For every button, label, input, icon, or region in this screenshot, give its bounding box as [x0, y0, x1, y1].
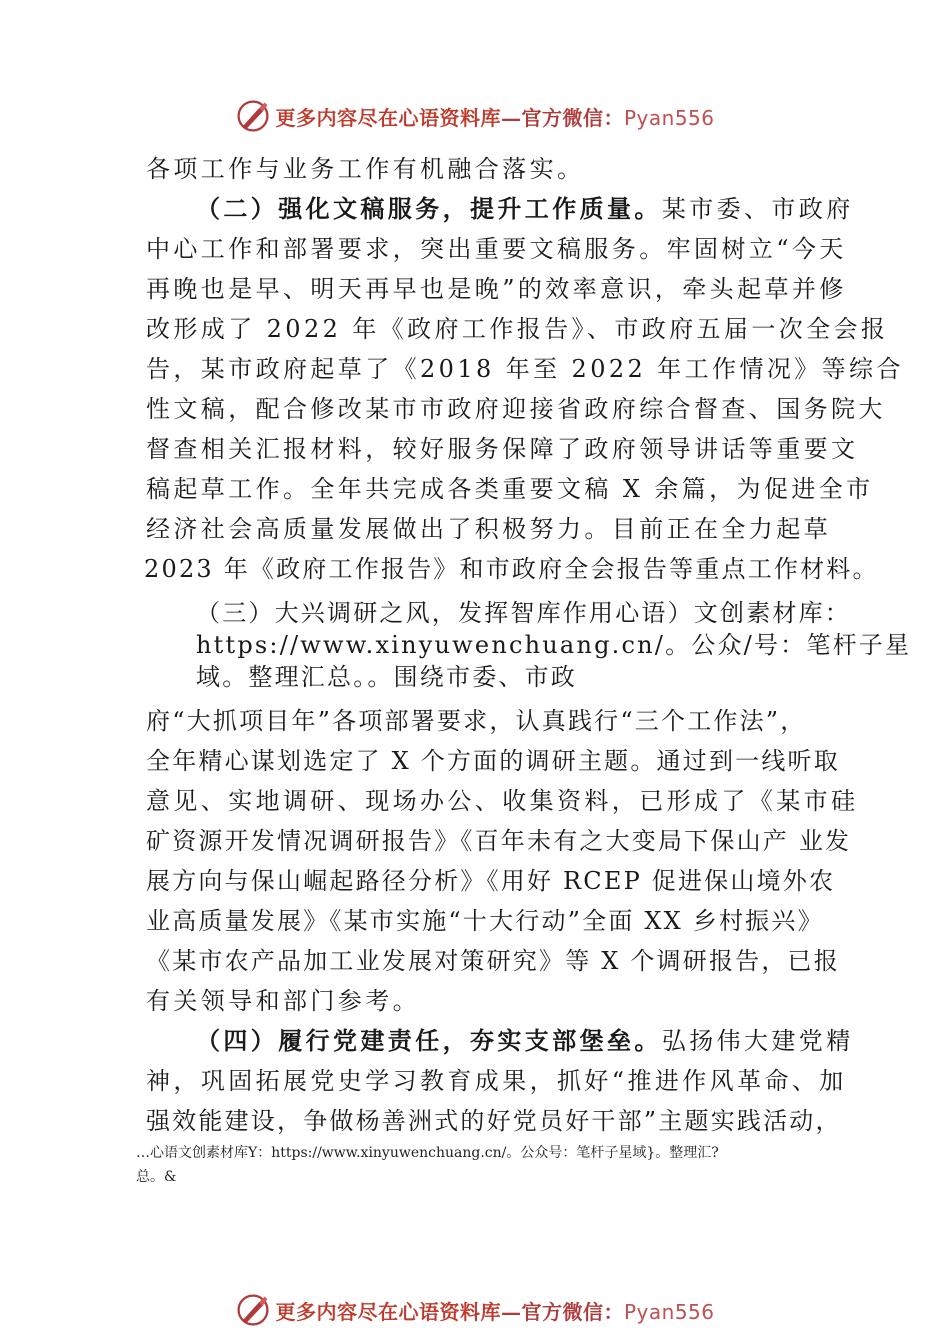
body-line: （三）大兴调研之风，发挥智库作用心语）文创素材库： — [196, 599, 851, 627]
header-banner — [0, 94, 950, 138]
body-line — [196, 1026, 854, 1056]
body-line: 有关领导和部门参考。 — [146, 987, 420, 1015]
footnote-line: …心语文创素材库Y：https://www.xinyuwenchuang.cn/。公众号：笔杆子星域}。整理汇? — [136, 1145, 719, 1161]
body-line: 矿资源开发情况调研报告》《百年未有之大变局下保山产 业发 — [146, 827, 852, 855]
body-line: 神，巩固拓展党史学习教育成果，抓好“推进作风革命、加 — [146, 1067, 847, 1095]
body-line: 2023 年《政府工作报告》和市政府全会报告等重点工作材料。 — [144, 555, 879, 583]
banner-label: 更多内容尽在心语资料库 — [275, 1299, 501, 1324]
body-line: 稿起草工作。全年共完成各类重要文稿 X 余篇，为促进全市 — [146, 475, 874, 503]
banner-contact-id: Pyan556 — [623, 1299, 715, 1324]
body-line: 改形成了 2022 年《政府工作报告》、市政府五届一次全会报 — [146, 315, 889, 343]
body-line: 强效能建设，争做杨善洲式的好党员好干部”主题实践活动， — [146, 1107, 842, 1135]
banner-label: 更多内容尽在心语资料库 — [275, 105, 501, 130]
body-line: 各项工作与业务工作有机融合落实。 — [146, 155, 585, 183]
body-line: 府“大抓项目年”各项部署要求，认真践行“三个工作法”， — [146, 707, 807, 735]
banner-separator: — — [500, 1299, 522, 1324]
banner-contact-label: 官方微信： — [521, 105, 624, 130]
footnote-line: 总。& — [136, 1169, 177, 1185]
banner-separator: — — [500, 105, 522, 130]
body-text: 某市委、市政府 — [661, 195, 854, 223]
pen-logo-icon — [235, 98, 271, 134]
pen-logo-icon — [235, 1292, 271, 1328]
body-text: 弘扬伟大建党精 — [661, 1027, 854, 1055]
body-line: 性文稿，配合修改某市市政府迎接省政府综合督查、国务院大 — [146, 395, 886, 423]
banner-contact-id: Pyan556 — [623, 105, 715, 130]
body-line: 意见、实地调研、现场办公、收集资料，已形成了《某市硅 — [146, 787, 859, 815]
body-line: 《某市农产品加工业发展对策研究》等 X 个调研报告，已报 — [146, 947, 840, 975]
body-line: 再晚也是早、明天再早也是晚”的效率意识，牵头起草并修 — [146, 275, 847, 303]
body-line: 展方向与保山崛起路径分析》《用好 RCEP 促进保山境外农 — [146, 867, 836, 895]
section-heading: （二）强化文稿服务，提升工作质量。 — [196, 194, 662, 223]
banner-text — [275, 102, 714, 131]
body-line: 业高质量发展》《某市实施“十大行动”全面 XX 乡村振兴》 — [146, 907, 824, 935]
body-line: 督查相关汇报材料，较好服务保障了政府领导讲话等重要文 — [146, 435, 859, 463]
body-line: 全年精心谋划选定了 X 个方面的调研主题。通过到一线听取 — [146, 747, 840, 775]
footer-banner — [0, 1288, 950, 1332]
body-line — [196, 194, 854, 224]
body-line: https://www.xinyuwenchuang.cn/。公众/号：笔杆子星 — [196, 631, 912, 659]
banner-text — [275, 1296, 714, 1325]
body-line: 中心工作和部署要求，突出重要文稿服务。牢固树立“今天 — [146, 235, 847, 263]
body-line: 经济社会高质量发展做出了积极努力。目前正在全力起草 — [146, 515, 831, 543]
body-line: 域。整理汇总。。围绕市委、市政 — [196, 663, 577, 691]
banner-contact-label: 官方微信： — [521, 1299, 624, 1324]
body-line: 告，某市政府起草了《2018 年至 2022 年工作情况》等综合 — [146, 355, 904, 383]
section-heading: （四）履行党建责任，夯实支部堡垒。 — [196, 1026, 662, 1055]
